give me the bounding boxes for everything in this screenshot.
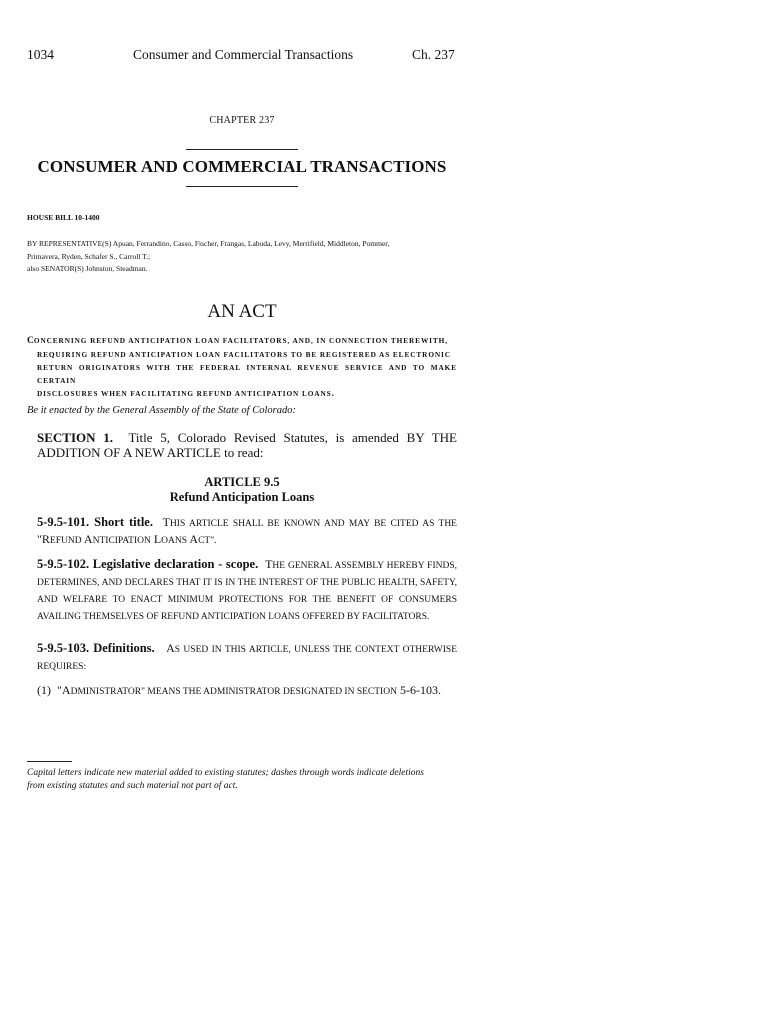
concerning-line	[27, 387, 457, 401]
definition-1	[27, 683, 457, 700]
section-text: A	[166, 641, 175, 655]
bill-number: HOUSE BILL 10-1400	[27, 213, 100, 222]
definition-text: "A	[57, 683, 71, 697]
section-text: Title 5, Colorado Revised Statutes, is amended BY THE ADDITION OF A NEW ARTICLE to read:	[37, 430, 457, 460]
section-1	[27, 430, 457, 460]
section-text: EFUND	[49, 536, 82, 546]
section-text: NTICIPATION	[92, 536, 151, 546]
section-text: HIS ARTICLE SHALL BE KNOWN AND MAY BE CITED AS THE	[169, 519, 457, 529]
footnote-line: Capital letters indicate new material added to existing statutes; dashes through words indicate deletions	[27, 768, 424, 778]
concerning-line: REQUIRING REFUND ANTICIPATION LOAN FACILITATORS TO BE REGISTERED AS ELECTRONIC	[37, 350, 451, 359]
running-title: Consumer and Commercial Transactions	[133, 47, 354, 62]
page-number: 1034	[27, 47, 54, 62]
section-text: S USED IN THIS ARTICLE, UNLESS THE CONTEXT OTHERWISE REQUIRES:	[37, 645, 457, 672]
concerning-text: DISCLOSURES WHEN FACILITATING REFUND ANTICIPATION LOANS	[37, 389, 332, 398]
definition-text: 5-6-103.	[399, 683, 441, 697]
section-heading: 5-9.5-101. Short title.	[37, 515, 153, 529]
section-5-9.5-101	[27, 515, 457, 549]
section-text: CT".	[198, 536, 217, 546]
section-text: A	[189, 532, 199, 546]
sponsors-line: Primavera, Ryden, Schafer S., Carroll T.;	[27, 251, 151, 261]
article-heading	[0, 475, 484, 505]
concerning-clause	[27, 334, 457, 401]
title-top-rule	[186, 149, 298, 150]
section-text: OANS	[161, 536, 188, 546]
section-text: T	[162, 515, 170, 529]
section-text: "R	[37, 532, 50, 546]
section-label: SECTION 1.	[37, 430, 113, 445]
sponsors-block	[27, 238, 467, 276]
section-text: A	[83, 532, 93, 546]
section-heading: 5-9.5-102. Legislative declaration - scope.	[37, 557, 259, 571]
drop-letter: C	[27, 336, 34, 346]
section-text: HE GENERAL ASSEMBLY HEREBY FINDS, DETERMINES, AND DECLARES THAT IT IS IN THE INTEREST OF THE PUBLIC HEALTH, SAFETY, AND WELFARE TO ENACT MINIMUM PROTECTIONS FOR THE BENEFIT OF CONSUMERS AVAILING THEMSELVES OF REFUND ANTICIPATION LOANS OFFERED BY FACILITATORS.	[37, 561, 457, 622]
section-heading: 5-9.5-103. Definitions.	[37, 641, 155, 655]
enacting-clause: Be it enacted by the General Assembly of the State of Colorado:	[27, 405, 296, 416]
article-name: Refund Anticipation Loans	[169, 490, 315, 504]
definition-text: DMINISTRATOR" MEANS THE ADMINISTRATOR DESIGNATED IN SECTION	[70, 687, 397, 697]
act-heading: AN ACT	[207, 301, 277, 322]
concerning-line: RETURN ORIGINATORS WITH THE FEDERAL INTERNAL REVENUE SERVICE AND TO MAKE CERTAIN	[37, 363, 457, 385]
concerning-period: .	[331, 389, 334, 399]
footnote-line: from existing statutes and such material not part of act.	[27, 781, 238, 791]
footnote	[27, 767, 467, 793]
section-text: T	[265, 557, 273, 571]
sponsors-line: also SENATOR(S) Johnston, Steadman.	[27, 264, 148, 273]
chapter-label: CHAPTER 237	[209, 115, 275, 126]
section-5-9.5-102	[27, 557, 457, 625]
sponsors-line: BY REPRESENTATIVE(S) Apuan, Ferrandino, Casso, Fischer, Frangas, Labuda, Levy, Merrifield, Middleton, Pommer,	[27, 239, 390, 248]
chapter-title: CONSUMER AND COMMERCIAL TRANSACTIONS	[37, 157, 447, 176]
definition-number: (1)	[37, 683, 51, 697]
footnote-rule	[27, 761, 72, 762]
section-5-9.5-103	[27, 641, 457, 675]
title-bottom-rule	[186, 186, 298, 187]
article-number: ARTICLE 9.5	[204, 475, 280, 489]
chapter-reference: Ch. 237	[412, 47, 455, 62]
section-text: L	[153, 532, 162, 546]
concerning-text: ONCERNING REFUND ANTICIPATION LOAN FACILITATORS, AND, IN CONNECTION THEREWITH,	[33, 336, 448, 345]
